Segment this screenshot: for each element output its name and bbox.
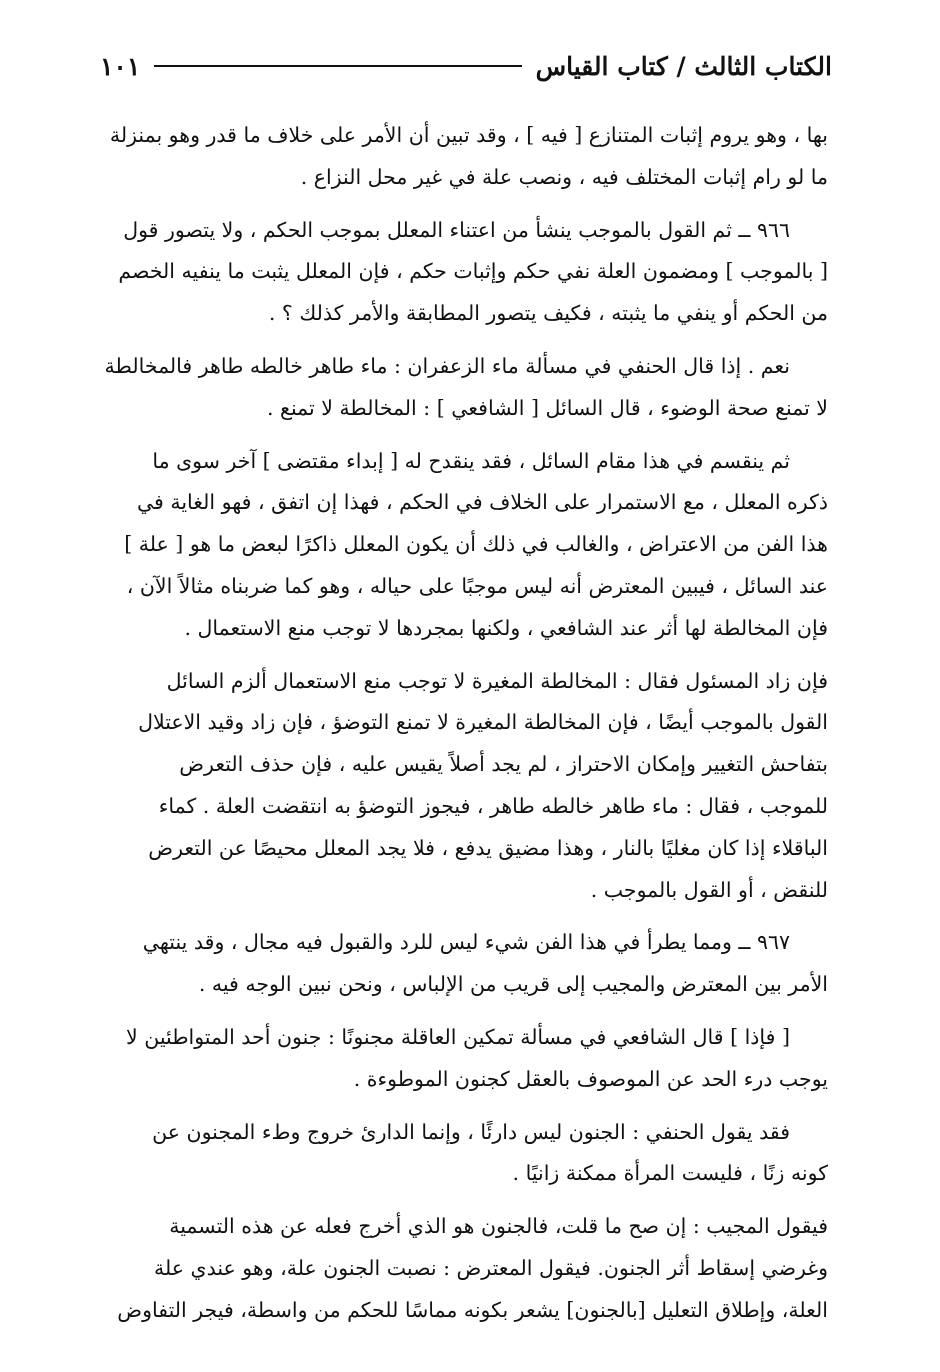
text-line: الباقلاء إذا كان مغليًا بالنار ، وهذا مضيق يدفع ، فلا يجد المعلل محيصًا عن التعرض [148,835,828,860]
body-text [104,115,828,1343]
page-number: ١٠١ [100,51,141,81]
paragraph [104,210,828,335]
running-header [100,44,832,88]
text-line: بها ، وهو يروم إثبات المتنازع [ فيه ] ، وقد تبين أن الأمر على خلاف ما قدر وهو بمنزلة [109,123,828,147]
text-line: لا تمنع صحة الوضوء ، قال السائل [ الشافعي ] : المخالطة لا تمنع . [267,395,828,420]
text-line: فإن زاد المسئول فقال : المخالطة المغيرة لا توجب منع الاستعمال ألزم السائل [166,668,828,693]
text-line: هذا الفن من الاعتراض ، والغالب في ذلك أن يكون المعلل ذاكرًا لبعض ما هو [ علة ] [124,532,828,557]
chapter-title: الكتاب الثالث / كتاب القياس [535,51,832,81]
paragraph [104,115,828,199]
text-line: كونه زنًا ، فليست المرأة ممكنة زانيًا . [512,1161,828,1186]
text-line: وغرضي إسقاط أثر الجنون. فيقول المعترض : نصبت الجنون علة، وهو عندي علة [154,1255,828,1280]
text-line: [ فإذا ] قال الشافعي في مسألة تمكين العاقلة مجنونًا : جنون أحد المتواطئين لا [126,1024,790,1049]
text-line: للنقض ، أو القول بالموجب . [590,877,828,902]
text-line: القول بالموجب أيضًا ، فإن المخالطة المغيرة لا تمنع التوضؤ ، فإن زاد وقيد الاعتلال [138,710,828,735]
paragraph [104,1017,828,1101]
text-line: ٩٦٧ ــ ومما يطرأ في هذا الفن شيء ليس للرد والقبول فيه مجال ، وقد ينتهي [142,930,790,955]
paragraph [104,1112,828,1196]
text-line: يوجب درء الحد عن الموصوف بالعقل كجنون الموطوءة . [353,1066,828,1091]
paragraph [104,346,828,430]
text-line: الأمر بين المعترض والمجيب إلى قريب من الإلباس ، ونحن نبين الوجه فيه . [198,972,828,997]
text-line: فيقول المجيب : إن صح ما قلت، فالجنون هو الذي أخرج فعله عن هذه التسمية [169,1214,828,1239]
text-line: ثم ينقسم في هذا مقام السائل ، فقد ينقدح له [ إبداء مقتضى ] آخر سوى ما [152,448,790,473]
text-line: ما لو رام إثبات المختلف فيه ، ونصب علة في غير محل النزاع . [300,164,828,189]
paragraph [104,661,828,912]
text-line: عند السائل ، فيبين المعترض أنه ليس موجبًا على حياله ، وهو كما ضربناه مثالاً الآن ، [126,573,828,598]
text-line: بتفاحش التغيير وإمكان الاحتراز ، لم يجد أصلاً يقيس عليه ، فإن حذف التعرض [179,752,828,777]
text-line: ذكره المعلل ، مع الاستمرار على الخلاف في الحكم ، فهذا إن اتفق ، فهو الغاية في [136,490,828,515]
text-line: للموجب ، فقال : ماء طاهر خالطه طاهر ، فيجوز التوضؤ به انتقضت العلة . كماء [158,793,828,818]
paragraph [104,441,828,650]
header-rule [154,65,521,67]
text-line: من الحكم أو ينفي ما يثبته ، فكيف يتصور المطابقة والأمر كذلك ؟ . [268,301,828,326]
text-line: [ بالموجب ] ومضمون العلة نفي حكم وإثبات حكم ، فإن المعلل يثبت ما ينفيه الخصم [118,259,828,284]
text-line: نعم . إذا قال الحنفي في مسألة ماء الزعفران : ماء طاهر خالطه طاهر فالمخالطة [104,353,790,378]
text-line: ٩٦٦ ــ ثم القول بالموجب ينشأ من اعتناء المعلل بموجب الحكم ، ولا يتصور قول [123,217,790,242]
text-line: فقد يقول الحنفي : الجنون ليس دارئًا ، وإنما الدارئ خروج وطء المجنون عن [152,1119,790,1144]
paragraph [104,922,828,1006]
text-line: فإن المخالطة لها أثر عند الشافعي ، ولكنها بمجردها لا توجب منع الاستعمال . [184,615,828,640]
paragraph [104,1206,828,1331]
text-line: العلة، وإطلاق التعليل [بالجنون] يشعر بكونه مماسًا للحكم من واسطة، فيجر التفاوض [117,1297,828,1322]
